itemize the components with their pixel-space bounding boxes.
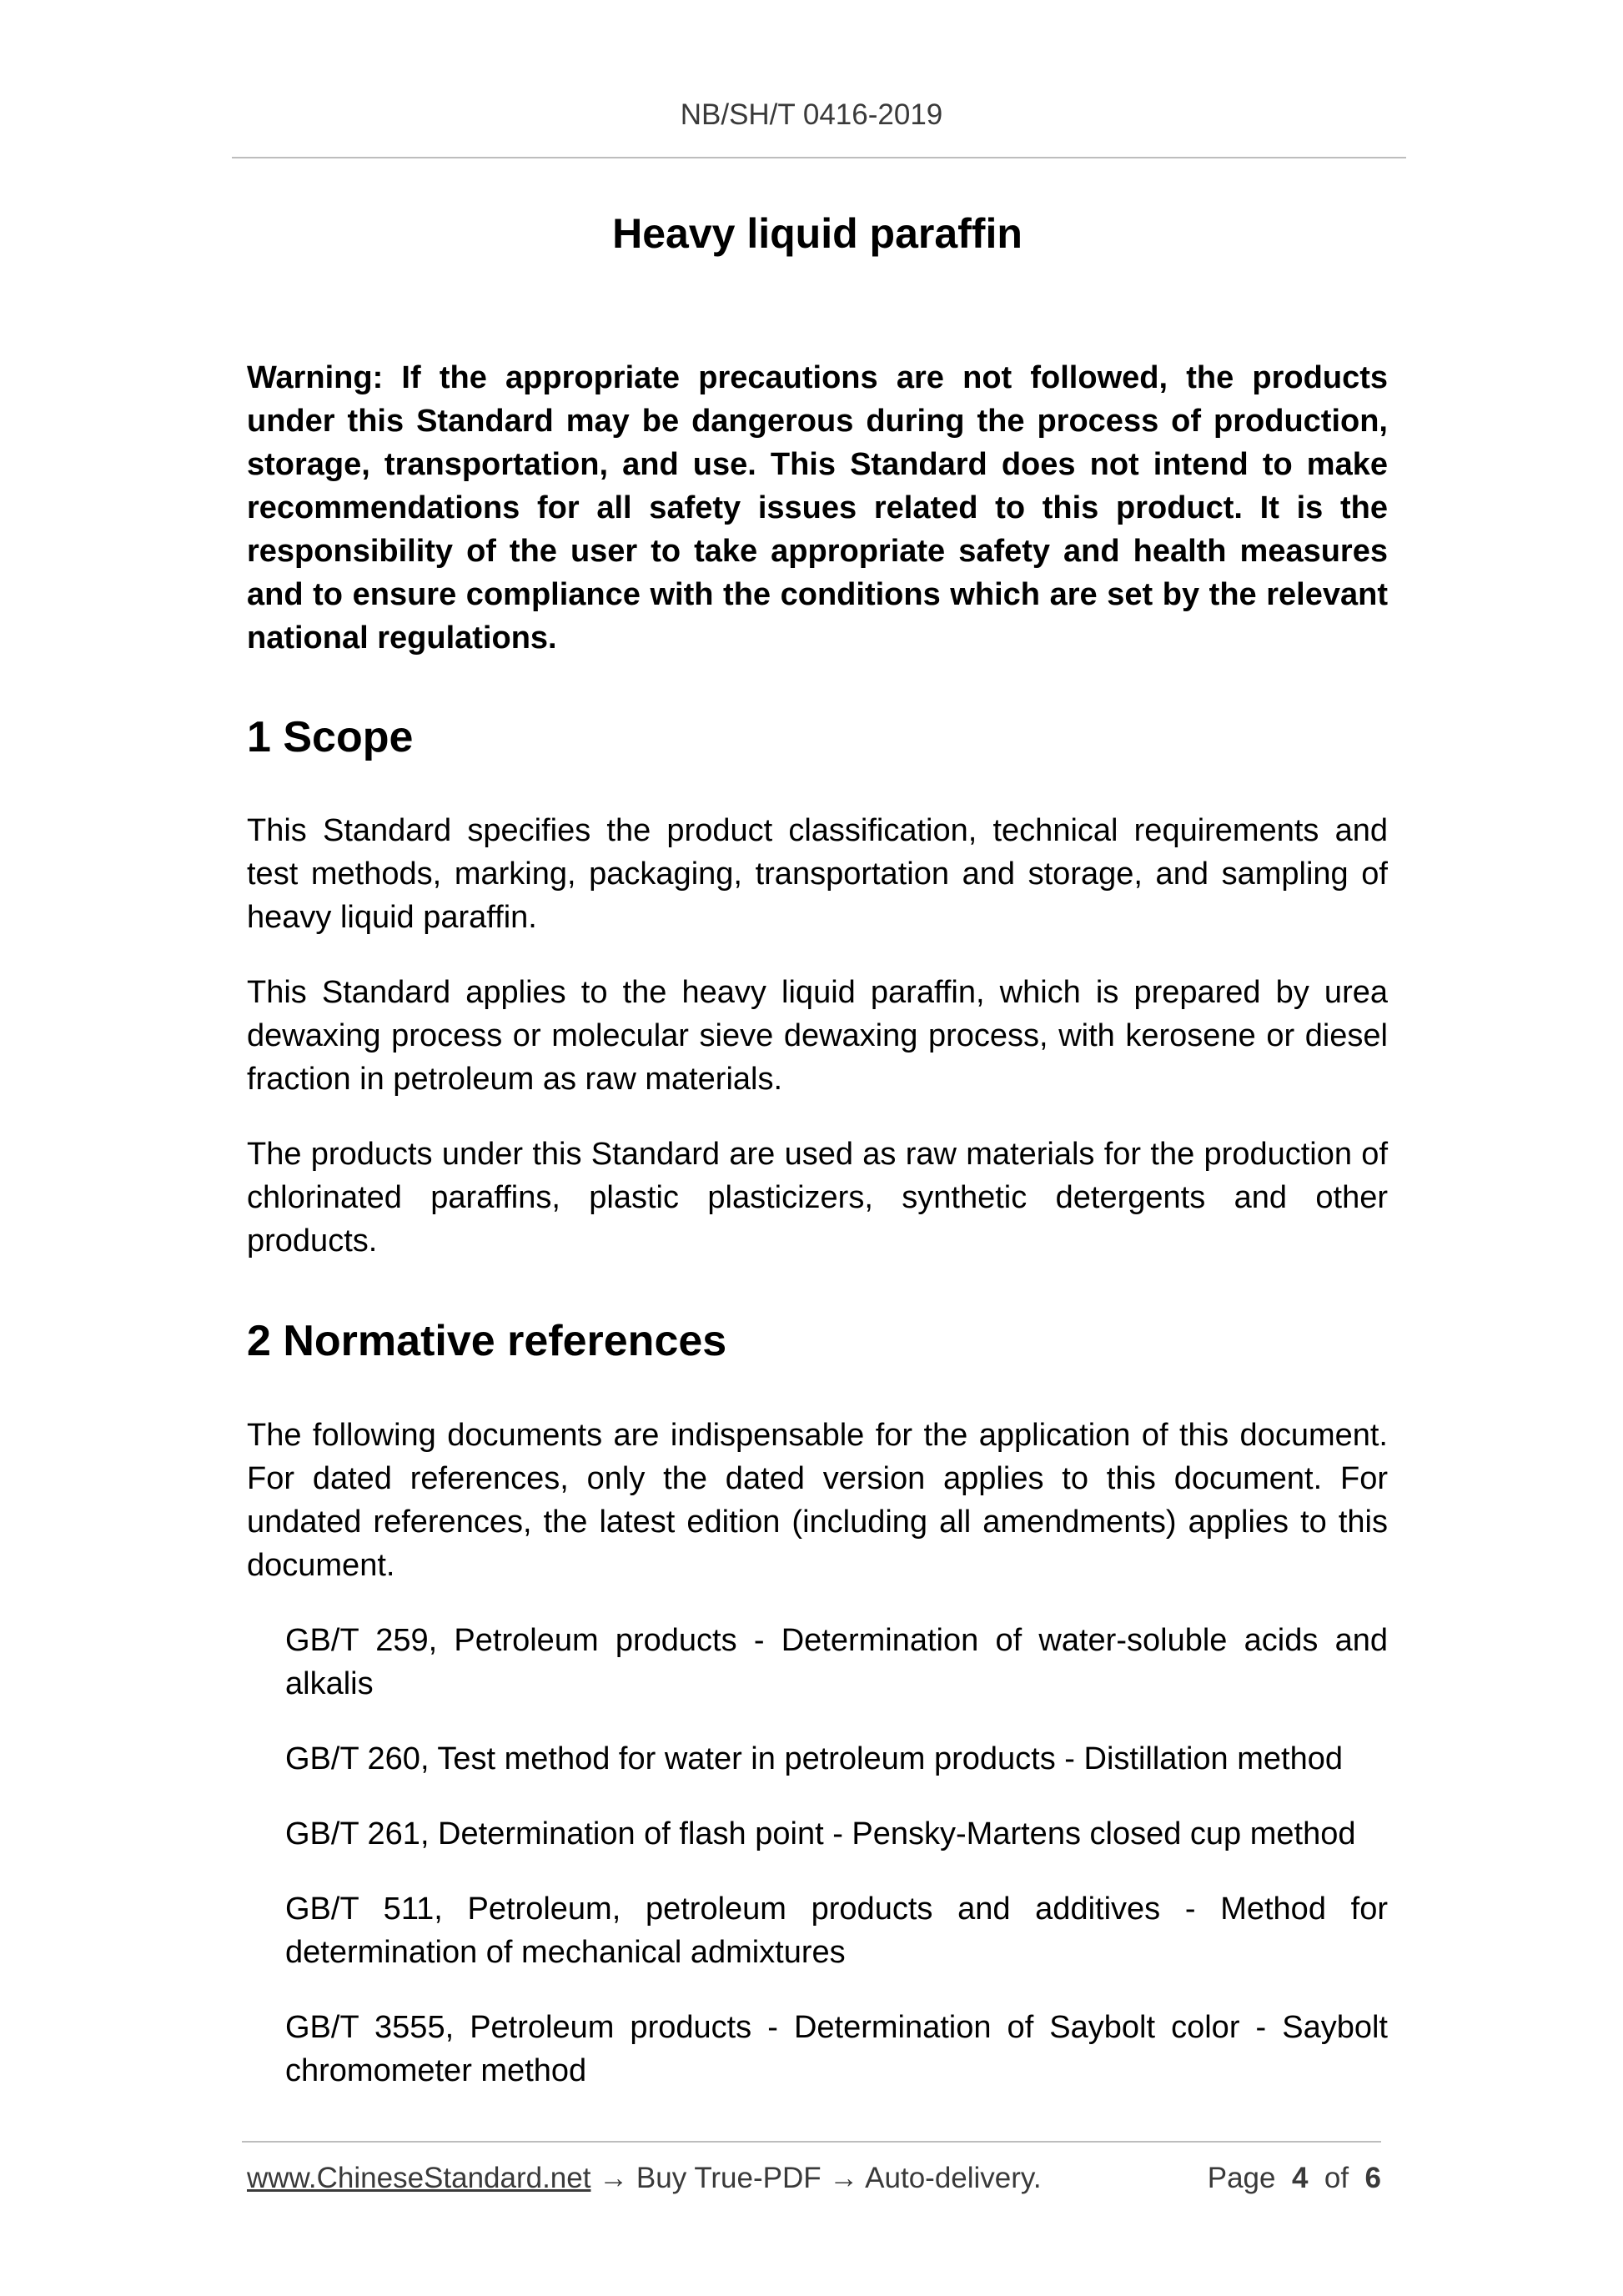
page-content: [247, 208, 1388, 2093]
reference-item: GB/T 3555, Petroleum products - Determination of Saybolt color - Saybolt chromometer method: [285, 2009, 1388, 2088]
reference-item: GB/T 259, Petroleum products - Determination of water-soluble acids and alkalis: [285, 1622, 1388, 1701]
scope-paragraph: This Standard specifies the product classification, technical requirements and test methods, marking, packaging, transportation and storage, and sampling of heavy liquid paraffin.: [247, 813, 1388, 936]
reference-list: [285, 1619, 1388, 2093]
page-footer: [247, 2162, 1381, 2195]
website-link[interactable]: www.ChineseStandard.net: [247, 2162, 591, 2194]
page-label: Page: [1207, 2162, 1276, 2194]
page-of-label: of: [1324, 2162, 1349, 2194]
page-current: 4: [1291, 2162, 1309, 2194]
scope-paragraph: This Standard applies to the heavy liquid paraffin, which is prepared by urea dewaxing process or molecular sieve dewaxing process, with kerosene or diesel fraction in petroleum as raw materials.: [247, 975, 1388, 1098]
section-heading-scope: 1 Scope: [247, 713, 414, 761]
section-heading-normative-references: 2 Normative references: [247, 1317, 727, 1366]
promo-text: → Buy True-PDF → Auto-delivery.: [590, 2162, 1042, 2194]
warning-paragraph: Warning: If the appropriate precautions are not followed, the products under this Standard may be dangerous during the process of production, storage, transportation, and use. This Standard does not intend to make recommendations for all safety issues related to this product. It is the responsibility of the user to take appropriate safety and health measures and to ensure compliance with the conditions which are set by the relevant national regulations.: [247, 360, 1388, 656]
page-total: 6: [1364, 2162, 1381, 2194]
header-divider: [232, 157, 1406, 158]
page-indicator: [1208, 2162, 1381, 2195]
footer-divider: [242, 2141, 1381, 2143]
scope-paragraph: The products under this Standard are used as raw materials for the production of chlorinated paraffins, plastic plasticizers, synthetic detergents and other products.: [247, 1137, 1388, 1259]
reference-item: GB/T 261, Determination of flash point - Pensky-Martens closed cup method: [285, 1816, 1356, 1851]
normative-intro-paragraph: The following documents are indispensable for the application of this document. For dated references, only the dated version applies to this document. For undated references, the latest edition (including all amendments) applies to this document.: [247, 1417, 1388, 1583]
document-title: Heavy liquid paraffin: [612, 210, 1023, 257]
document-code-header: NB/SH/T 0416-2019: [680, 98, 943, 131]
reference-item: GB/T 260, Test method for water in petroleum products - Distillation method: [285, 1741, 1343, 1776]
reference-item: GB/T 511, Petroleum, petroleum products and additives - Method for determination of mechanical admixtures: [285, 1891, 1388, 1970]
